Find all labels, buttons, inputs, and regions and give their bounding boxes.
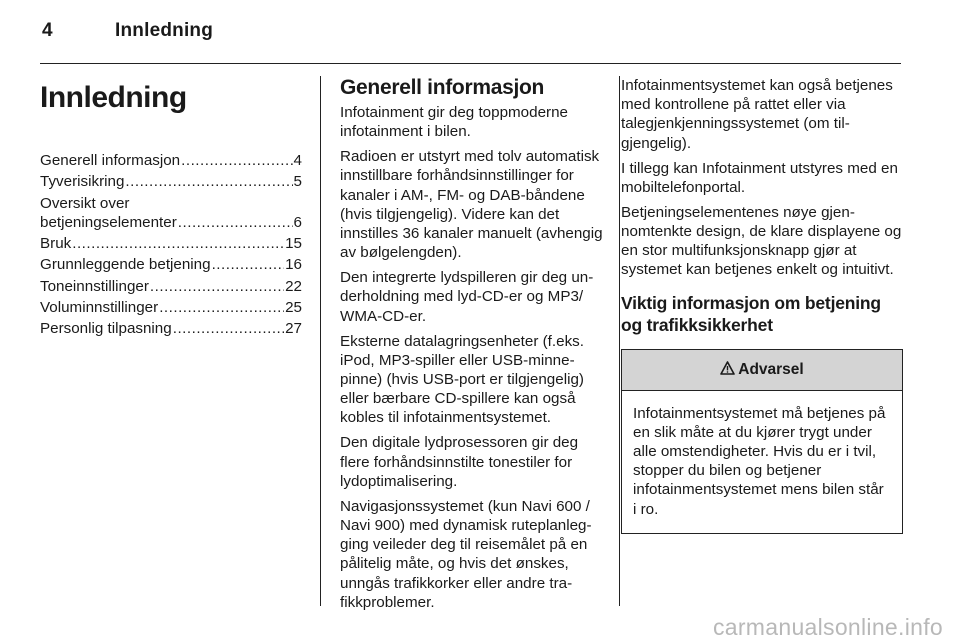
watermark: carmanualsonline.info [712,614,943,640]
toc-entry[interactable] [40,234,302,253]
column-divider [619,76,620,606]
toc-entry-label: betjeningselementer [40,213,177,231]
toc-leader [159,298,284,317]
warning-box [621,349,903,534]
body-paragraph: Den integrerte lydspilleren gir deg underholdning med lyd-CD-er og MP3/ WMA-CD-er. [340,269,594,325]
body-paragraph: Betjeningselementenes nøye gjennomtenkte design, de klare displayene og en stor multifunksjonsknapp gjør at systemet kan betjenes enkelt og intuitivt. [621,203,902,279]
toc-entry[interactable] [40,298,302,317]
general-info-column [340,72,605,618]
toc-leader [178,213,293,232]
body-paragraph: Radioen er utstyrt med tolv automatisk innstillbare forhåndsinnstillinger for kanaler i AM-, FM- og DAB-båndene (hvis tilgjengelig). Videre kan det innstilles 36 kanaler manuelt (avhengig av bølgelengden). [340,148,603,262]
toc-entry-page: 15 [285,235,302,253]
toc-leader [173,319,284,338]
page-number: 4 [42,20,53,41]
toc-entry-page: 27 [285,320,302,338]
toc-leader [72,234,284,253]
toc-entry[interactable] [40,255,302,274]
toc-entry-label: Tyverisikring [40,173,125,191]
toc-leader [212,255,285,274]
toc-entry-label: Voluminnstillinger [40,298,159,316]
toc-entry[interactable] [40,319,302,338]
body-paragraph: I tillegg kan Infotainment utstyres med en mobiltelefonportal. [621,159,898,196]
running-header-title: Innledning [115,20,214,41]
toc-entry[interactable] [40,151,302,170]
warning-title: Advarsel [738,360,804,378]
body-paragraph: Eksterne datalagringsenheter (f.eks. iPod, MP3-spiller eller USB-minnepinne) (hvis USB-port er tilgjengelig) eller bærbare CD-spillere kan også kobles til infotainmentsystemet. [340,332,584,427]
toc-entry[interactable] [40,194,302,232]
toc-entry-page: 4 [293,152,302,169]
warning-header [622,350,902,391]
toc-entry-label-line1: Oversikt over [40,194,130,212]
toc-entry-label: Personlig tilpasning [40,320,172,338]
toc-column [40,72,302,341]
toc-entry[interactable] [40,172,302,191]
section-heading: Generell informasjon [340,76,545,99]
toc-entry-page: 25 [285,298,302,316]
toc-entry-page: 6 [293,213,302,231]
toc-leader [181,151,292,170]
warning-text: Infotainmentsystemet må betjenes på en slik måte at du kjører trygt under alle omstendigheter. Hvis du er i tvil, stopper du bilen og betjener infotainmentsystemet mens bilen står i ro. [633,404,886,518]
column-divider [320,76,321,606]
toc-leader [150,277,284,296]
body-paragraph: Den digitale lydprosessoren gir deg flere forhåndsinnstilte tonestiler for lydoptimalisering. [340,434,579,490]
toc-leader [125,172,292,191]
chapter-title: Innledning [40,81,187,114]
toc-entry-page: 5 [293,173,302,191]
toc-entry-page: 16 [285,256,302,274]
toc-entry-label: Grunnleggende betjening [40,256,211,274]
toc-entry-label: Bruk [40,235,72,253]
header-rule [40,63,901,64]
toc-entry-label: Generell informasjon [40,152,181,169]
subsection-heading: Viktig informasjon om betjening og trafikksikkerhet [621,292,881,335]
body-paragraph: Infotainmentsystemet kan også betjenes med kontrollene på rattet eller via talegjenkjenningssystemet (om tilgjengelig). [621,77,893,152]
toc-entry-label: Toneinnstillinger [40,277,149,295]
right-column [621,72,903,534]
body-paragraph: Infotainment gir deg toppmoderne infotainment i bilen. [340,104,568,141]
toc-entry[interactable] [40,277,302,296]
body-paragraph: Navigasjonssystemet (kun Navi 600 / Navi 900) med dynamisk ruteplanlegging veileder deg til reisemålet på en pålitelig måte, og hvis det ønskes, unngås trafikkorker eller andre trafikkproblemer. [340,497,592,611]
warning-triangle-icon [720,350,735,390]
toc-entry-page: 22 [285,277,302,295]
